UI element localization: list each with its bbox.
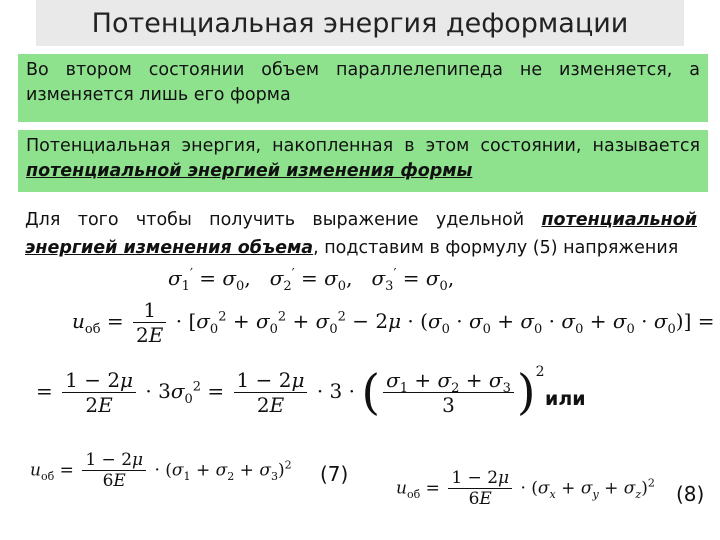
statement-1-text: Во втором состоянии объем параллелепипеда не изменяется, а изменяется лишь его форма [26,60,700,105]
slide-title: Потенциальная энергия деформации [91,7,629,39]
equation-number-8: (8) [676,482,705,506]
formula-volume-energy-1: $u_{об}$ = $\frac{1}{2E}$ · $[\sigma_0^2 + \sigma_0^2 + \sigma_0^2 - 2\mu \cdot (\sigma_0 \cdot \sigma_0 + \sigma_0 \cdot \sigma_0 + \sigma_0 \cdot \sigma_0)]$ = [72,298,715,347]
statement-box-2 [18,130,708,192]
formula-volume-energy-2: = $\frac{1 - 2\mu}{2E}$ · $3\sigma_0^2$ = $\frac{1 - 2\mu}{2E}$ · 3 · ( $\frac{\sigma_1 + \sigma_2 + \sigma_3}{3}$ )$^2$ [36,364,545,421]
formula-7: $u_{об}$ = $\frac{1 - 2\mu}{6E}$ · $(\sigma_1 + \sigma_2 + \sigma_3)^2$ [30,450,292,492]
statement-2-emphasis: потенциальной энергией изменения формы [26,161,473,181]
statement-2-text: Потенциальная энергия, накопленная в этом состоянии, называется [26,136,700,156]
formula-8: $u_{об}$ = $\frac{1 - 2\mu}{6E}$ · $(\sigma_x + \sigma_y + \sigma_z)^2$ [396,468,655,510]
intro-emphasis: потенциальной энергией изменения объема [25,210,697,258]
equation-number-7: (7) [320,462,349,486]
statement-box-1 [18,54,708,122]
intro-paragraph [25,206,697,262]
connector-word: или [545,388,586,410]
stress-substitution: $\sigma_1' = \sigma_0$, $\sigma_2' = \sigma_0$, $\sigma_3' = \sigma_0$, [168,266,455,294]
intro-text-2: , подставим в формулу (5) напряжения [313,238,679,258]
intro-text-1: Для того чтобы получить выражение удельной [25,210,542,230]
title-bar [36,0,684,46]
